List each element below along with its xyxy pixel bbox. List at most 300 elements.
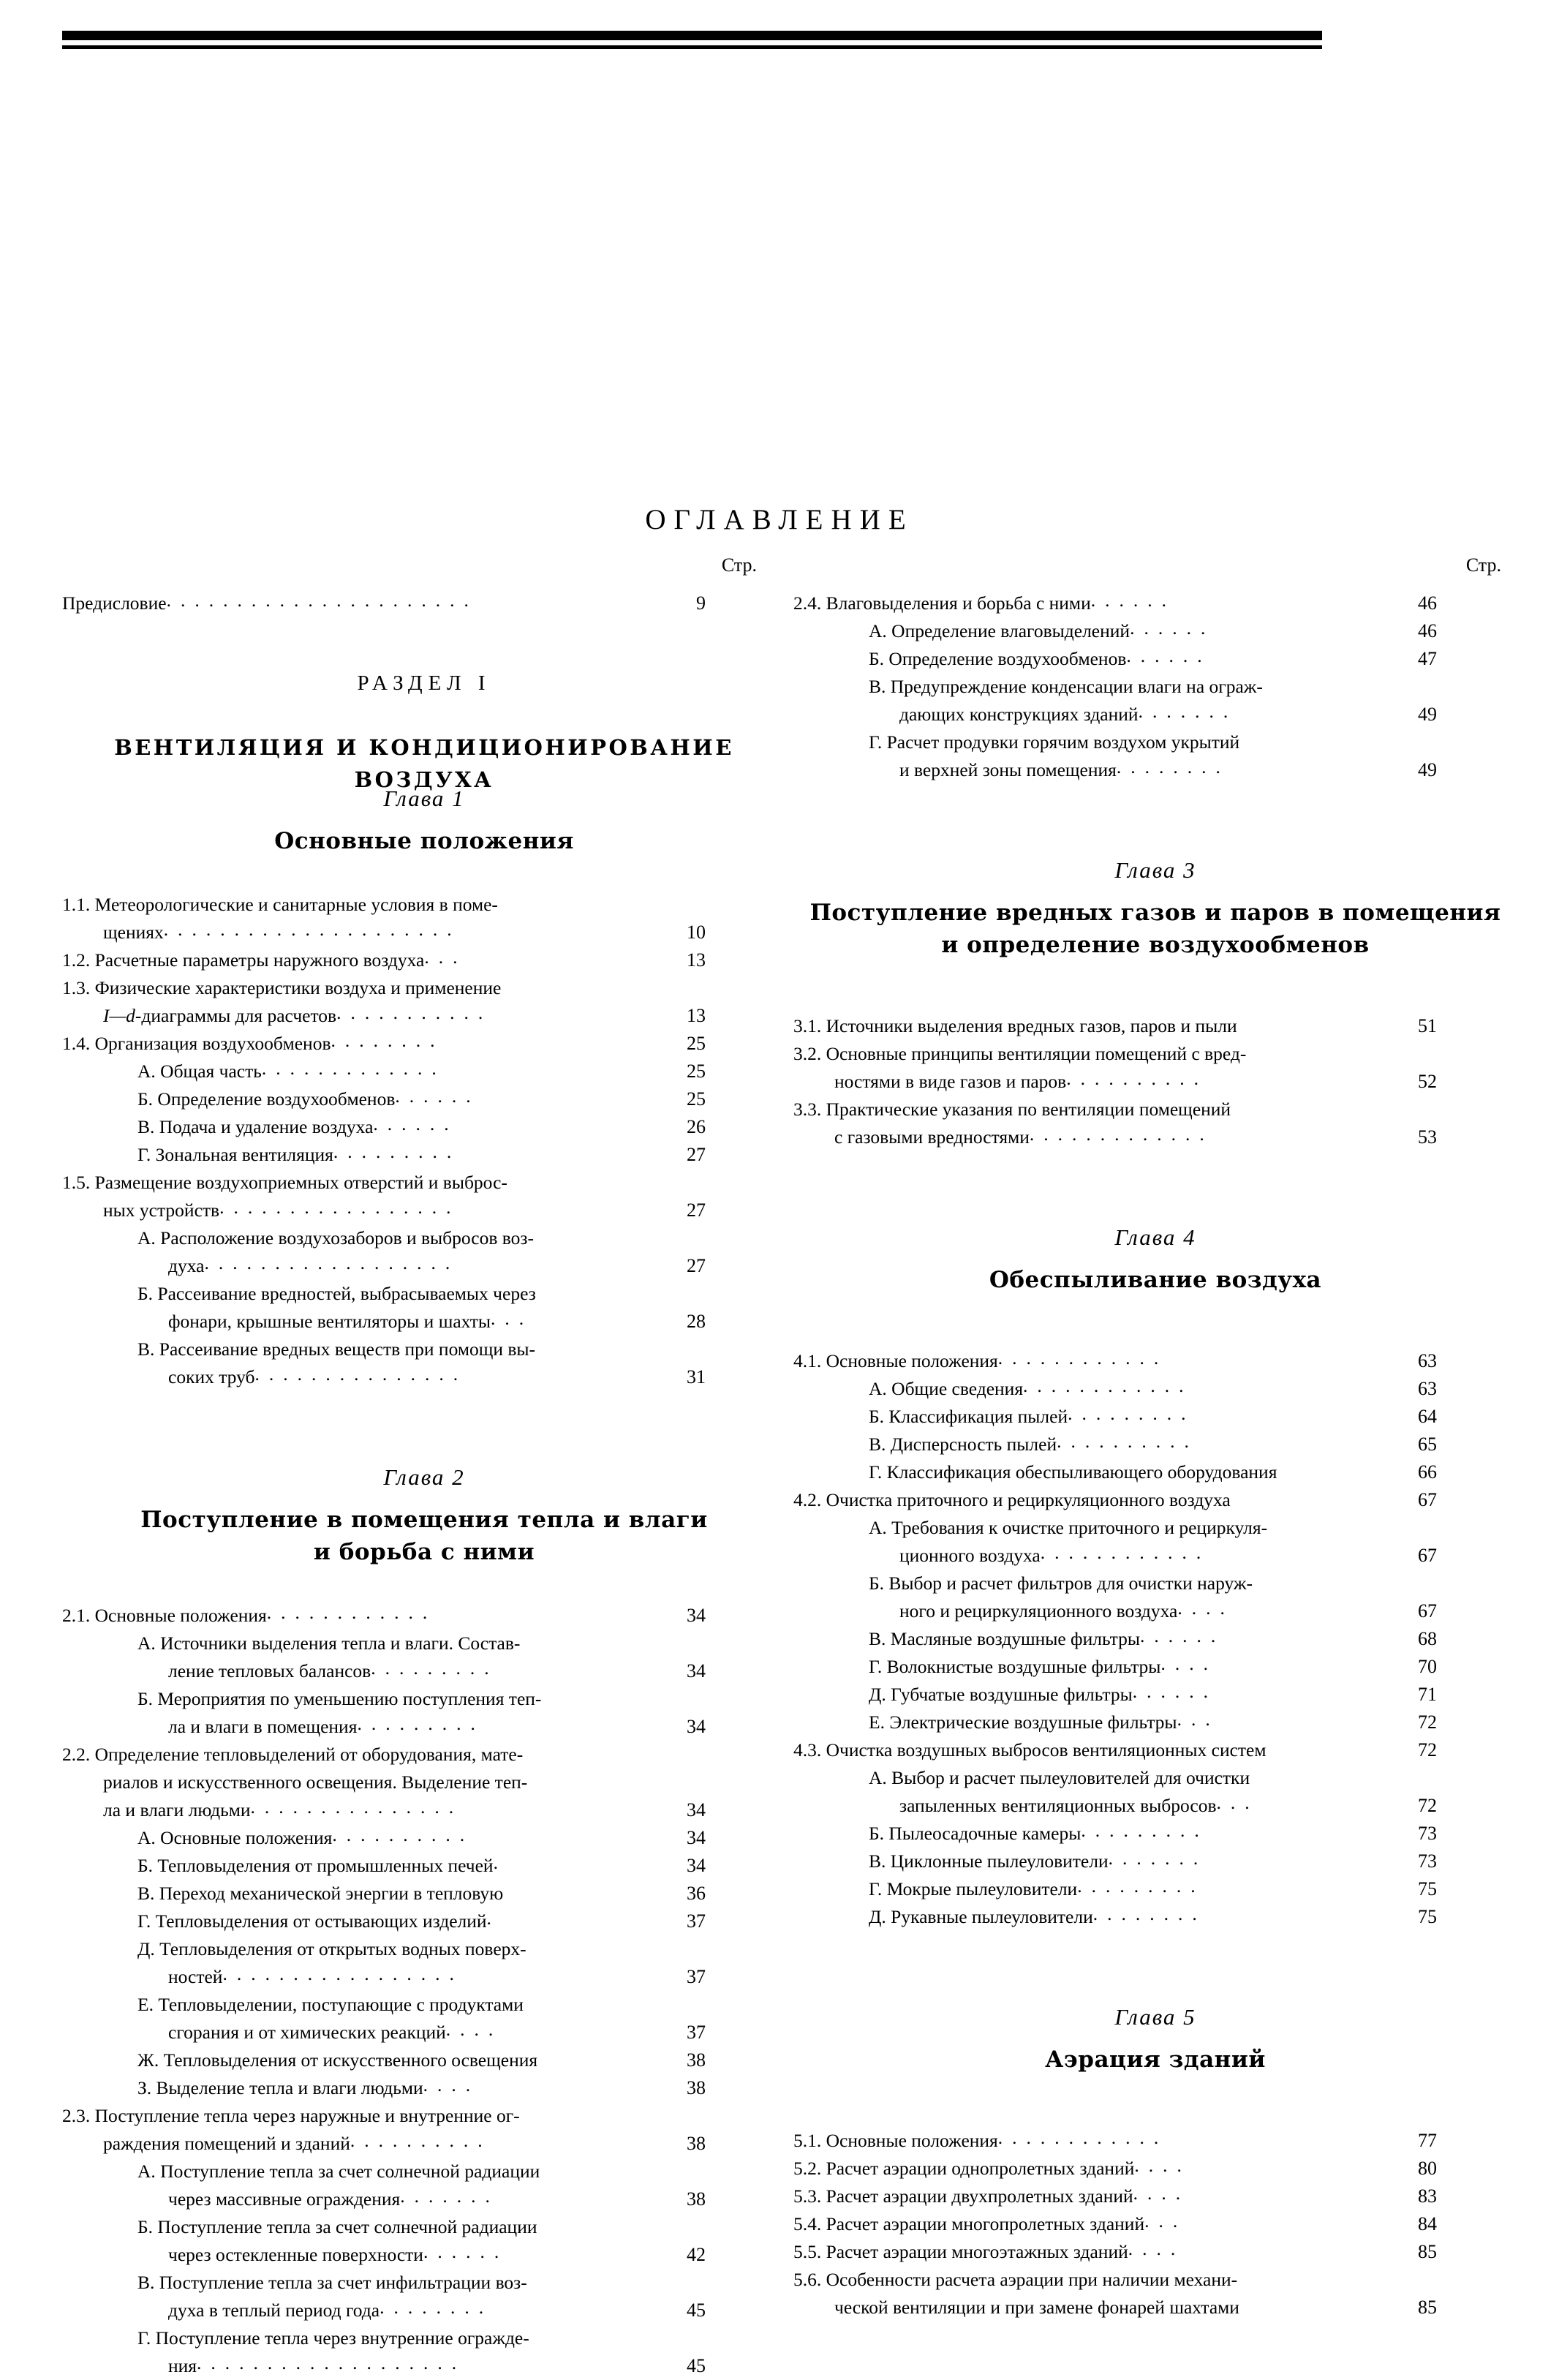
toc-page-number: 73: [1418, 1850, 1437, 1872]
toc-entry[interactable]: [62, 1141, 786, 1169]
toc-page-number: 25: [687, 1088, 706, 1110]
toc-entry-number: Ж.: [137, 2049, 164, 2071]
toc-entry-title: ление тепловых балансов: [168, 1660, 371, 1682]
chapter-4-number: Глава 4: [1114, 1224, 1196, 1250]
toc-entry-title: Тепловыделения от искусственного освещения: [163, 2049, 538, 2071]
toc-page-number: 72: [1418, 1795, 1437, 1816]
toc-line: [869, 673, 1437, 701]
toc-page-number: 64: [1418, 1406, 1437, 1427]
toc-entry[interactable]: [62, 2269, 786, 2324]
toc-entry-body: [869, 1764, 1517, 1820]
toc-line: [62, 974, 706, 1002]
toc-entry[interactable]: [62, 2102, 786, 2158]
toc-entry-body: [62, 590, 786, 617]
toc-entry[interactable]: [62, 1602, 786, 1630]
toc-entry[interactable]: [793, 2210, 1517, 2238]
toc-entry[interactable]: [793, 1040, 1517, 1096]
spacer: [793, 1931, 1517, 2001]
toc-entry-number: А.: [869, 1767, 892, 1788]
toc-entry-title: Практические указания по вентиляции помещений: [826, 1099, 1231, 1120]
toc-entry-number: 5.2.: [793, 2158, 826, 2179]
toc-entry[interactable]: [793, 728, 1517, 784]
toc-line: [869, 1570, 1437, 1597]
toc-line: [793, 1096, 1437, 1123]
toc-page-number: 27: [687, 1255, 706, 1276]
toc-page-number: 34: [687, 1605, 706, 1626]
toc-entry-body: [869, 1875, 1517, 1903]
chapter-2-title-line1: Поступление в помещения тепла и влаги: [140, 1507, 708, 1533]
toc-entry-body: [869, 617, 1517, 645]
toc-entry-title: Основные положения: [160, 1827, 333, 1848]
toc-entry-body: [62, 1741, 786, 1824]
toc-entry-body: [793, 1347, 1517, 1375]
spacer: [793, 784, 1517, 854]
toc-entry-body: [869, 1820, 1517, 1848]
chapter-3-title-line1: Поступление вредных газов и паров в помещения: [809, 900, 1501, 926]
toc-entry-body: [62, 1169, 786, 1224]
toc-entry-number: 4.1.: [793, 1350, 826, 1371]
toc-entry[interactable]: [793, 1653, 1517, 1681]
chapter-2-number: Глава 2: [383, 1464, 465, 1490]
toc-line: Д. Рукавные пылеуловители........ 75: [869, 1903, 1437, 1931]
toc-left-body: [62, 590, 786, 2380]
toc-entry[interactable]: [793, 1903, 1517, 1931]
toc-line: В. Подача и удаление воздуха...... 26: [137, 1113, 706, 1141]
toc-line: ление тепловых балансов......... 34: [137, 1657, 706, 1685]
toc-entry[interactable]: [793, 2238, 1517, 2266]
toc-line: [137, 2269, 706, 2297]
toc-entry-body: [793, 2210, 1517, 2238]
toc-line: щениях..................... 10: [62, 919, 706, 946]
toc-entry-number: 3.1.: [793, 1015, 826, 1036]
toc-line: [137, 2324, 706, 2352]
toc-page-number: 73: [1418, 1823, 1437, 1844]
toc-line: [62, 2102, 706, 2130]
toc-line: соких труб............... 31: [137, 1363, 706, 1391]
toc-entry-number: Б.: [869, 648, 889, 669]
toc-entry[interactable]: [62, 946, 786, 974]
toc-line: ла и влаги в помещения......... 34: [137, 1713, 706, 1741]
toc-entry-title: риалов и искусственного освещения. Выделение теп-: [103, 1771, 528, 1793]
toc-entry-title: Мероприятия по уменьшению поступления теп-: [157, 1688, 542, 1709]
toc-entry[interactable]: [793, 1820, 1517, 1848]
toc-page-number: 80: [1418, 2158, 1437, 2179]
toc-entry-number: Б.: [137, 1088, 158, 1110]
toc-line: [793, 2266, 1437, 2294]
spacer: [793, 1296, 1517, 1347]
toc-entry-body: [137, 2324, 786, 2380]
toc-entry-number: А.: [869, 620, 892, 641]
toc-entry-body: [869, 1570, 1517, 1625]
toc-page-number: 10: [687, 922, 706, 943]
toc-line: [869, 728, 1437, 756]
toc-entry-body: [137, 1141, 786, 1169]
toc-entry-number: А.: [869, 1378, 892, 1399]
toc-entry[interactable]: [62, 1880, 786, 1908]
toc-page-number: 38: [687, 2188, 706, 2210]
toc-entry-number: А.: [137, 1061, 161, 1082]
toc-entry-title: Расчет аэрации однопролетных зданий: [826, 2158, 1135, 2179]
toc-entry-body: [793, 590, 1517, 617]
toc-entry-preface[interactable]: [62, 590, 786, 617]
toc-entry-number: В.: [869, 1850, 891, 1872]
toc-entry-number: 5.4.: [793, 2213, 826, 2234]
toc-entry-number: Б.: [869, 1573, 889, 1594]
toc-entry[interactable]: [62, 1085, 786, 1113]
toc-line: дающих конструкциях зданий....... 49: [869, 701, 1437, 728]
chapter-3-title: [793, 897, 1517, 961]
toc-page-number: 68: [1418, 1628, 1437, 1649]
toc-line: [137, 1280, 706, 1308]
toc-entry-title: Тепловыделения от промышленных печей: [157, 1855, 494, 1876]
toc-entry-title: Пылеосадочные камеры: [888, 1823, 1082, 1844]
page-title: ОГЛАВЛЕНИЕ: [645, 504, 914, 535]
toc-entry-body: [869, 1625, 1517, 1653]
toc-page-number: 42: [687, 2244, 706, 2265]
toc-line: [793, 1040, 1437, 1068]
toc-line: [62, 1769, 706, 1796]
toc-entry-body: [137, 1880, 786, 1908]
toc-entry[interactable]: [62, 1336, 786, 1391]
chapter-1-title: Основные положения: [274, 828, 574, 854]
toc-entry-title: Влаговыделения и борьба с ними: [826, 592, 1091, 614]
toc-entry-number: Б.: [869, 1823, 889, 1844]
toc-entry-title: фонари, крышные вентиляторы и шахты: [168, 1311, 491, 1332]
toc-line: [137, 1880, 706, 1908]
toc-entry-number: А.: [137, 2161, 161, 2182]
toc-entry-title: ла и влаги в помещения: [168, 1716, 358, 1737]
toc-entry-italic-token: I—d: [103, 1005, 135, 1026]
toc-page-number: 34: [687, 1660, 706, 1682]
chapter-5-title: Аэрация зданий: [1045, 2046, 1266, 2073]
toc-entry-title: Расположение воздухозаборов и выбросов воз-: [160, 1227, 534, 1249]
spacer: [793, 886, 1517, 897]
toc-line: [869, 1458, 1437, 1486]
toc-entry-title: и верхней зоны помещения: [899, 759, 1117, 780]
toc-entry-number: Б.: [137, 1283, 158, 1304]
toc-page-number: 49: [1418, 704, 1437, 725]
toc-entry[interactable]: [62, 1852, 786, 1880]
toc-entry-title: соких труб: [168, 1366, 255, 1387]
toc-entry-body: [793, 2183, 1517, 2210]
toc-entry[interactable]: [62, 1280, 786, 1336]
toc-entry-title: Определение воздухообменов: [888, 648, 1127, 669]
toc-entry[interactable]: [793, 590, 1517, 617]
toc-entry[interactable]: [62, 1113, 786, 1141]
toc-entry-number: В.: [137, 1338, 159, 1360]
toc-page-number: 26: [687, 1116, 706, 1137]
toc-entry-title: с газовыми вредностями: [834, 1126, 1030, 1148]
toc-entry-body: [137, 1280, 786, 1336]
toc-page-number: 37: [687, 1910, 706, 1932]
toc-page-number: 13: [687, 949, 706, 971]
toc-entry[interactable]: [793, 1458, 1517, 1486]
toc-entry[interactable]: [793, 2155, 1517, 2183]
toc-entry[interactable]: [793, 2127, 1517, 2155]
toc-page-number: 70: [1418, 1656, 1437, 1677]
toc-line: ционного воздуха............ 67: [869, 1542, 1437, 1570]
toc-entry-title: Выбор и расчет пылеуловителей для очистки: [891, 1767, 1250, 1788]
toc-entry-body: [869, 1848, 1517, 1875]
toc-line: Б. Пылеосадочные камеры......... 73: [869, 1820, 1437, 1848]
toc-page-number: 28: [687, 1311, 706, 1332]
toc-entry[interactable]: [62, 1741, 786, 1824]
toc-page-number: 13: [687, 1005, 706, 1026]
toc-entry[interactable]: [62, 2074, 786, 2102]
toc-entry-title: Дисперсность пылей: [890, 1434, 1057, 1455]
toc-entry-title: Основные положения: [826, 2130, 998, 2151]
toc-entry-title: Тепловыделения от остывающих изделий: [155, 1910, 487, 1932]
toc-entry-number: В.: [137, 2272, 159, 2293]
toc-entry-body: [793, 1096, 1517, 1151]
toc-page-number: 38: [687, 2133, 706, 2154]
toc-line: [62, 1741, 706, 1769]
toc-line: ла и влаги людьми............... 34: [62, 1796, 706, 1824]
toc-entry[interactable]: [62, 2213, 786, 2269]
toc-entry[interactable]: [793, 2183, 1517, 2210]
toc-entry-title: Особенности расчета аэрации при наличии механи-: [826, 2269, 1238, 2290]
toc-page-number: 27: [687, 1144, 706, 1165]
toc-entry[interactable]: [793, 1347, 1517, 1375]
toc-entry[interactable]: [793, 1486, 1517, 1514]
toc-line: с газовыми вредностями............. 53: [793, 1123, 1437, 1151]
toc-entry-body: [137, 1908, 786, 1935]
toc-entry-title: запыленных вентиляционных выбросов: [899, 1795, 1217, 1816]
toc-entry-title: Переход механической энергии в тепловую: [159, 1883, 504, 1904]
column-header-left: [62, 556, 786, 590]
toc-entry[interactable]: [62, 1824, 786, 1852]
toc-page-number: 67: [1418, 1489, 1437, 1510]
toc-entry[interactable]: [793, 1514, 1517, 1570]
spacer: [62, 1391, 786, 1461]
toc-entry[interactable]: [62, 1030, 786, 1058]
toc-entry-title: Определение воздухообменов: [157, 1088, 396, 1110]
toc-entry-number: Б.: [137, 1855, 158, 1876]
toc-entry[interactable]: [62, 2046, 786, 2074]
chapter-3-title-line2: и определение воздухообменов: [941, 932, 1370, 958]
toc-entry-body: [62, 974, 786, 1030]
toc-page-number: 34: [687, 1799, 706, 1820]
toc-entry[interactable]: [793, 645, 1517, 673]
toc-entry-title: Предупреждение конденсации влаги на ограж-: [890, 676, 1263, 697]
toc-entry-body: [869, 728, 1517, 784]
toc-entry-number: А.: [137, 1227, 161, 1249]
toc-entry[interactable]: [62, 891, 786, 946]
toc-entry-title: Расчетные параметры наружного воздуха: [94, 949, 425, 971]
toc-page-number: 38: [687, 2049, 706, 2071]
toc-entry-number: Е.: [137, 1994, 159, 2015]
toc-line: раждения помещений и зданий.......... 38: [62, 2130, 706, 2158]
toc-entry-number: 2.4.: [793, 592, 826, 614]
toc-line: 2.1. Основные положения............ 34: [62, 1602, 706, 1630]
toc-entry-title: щениях: [103, 922, 164, 943]
toc-entry-title: ностей: [168, 1966, 223, 1987]
toc-entry-number: В.: [869, 1628, 891, 1649]
toc-page-number: 25: [687, 1061, 706, 1082]
toc-page-number: 72: [1418, 1711, 1437, 1733]
toc-page-number: 51: [1418, 1015, 1437, 1036]
toc-entry[interactable]: [793, 1403, 1517, 1431]
toc-entry[interactable]: [793, 1681, 1517, 1709]
toc-entry-title: сгорания и от химических реакций: [168, 2022, 446, 2043]
toc-line: духа.................. 27: [137, 1252, 706, 1280]
toc-page-number: 27: [687, 1200, 706, 1221]
toc-entry[interactable]: [62, 1685, 786, 1741]
toc-entry-title: Губчатые воздушные фильтры: [891, 1684, 1133, 1705]
toc-entry-number: 1.4.: [62, 1033, 95, 1054]
toc-entry[interactable]: [62, 1169, 786, 1224]
toc-entry-number: В.: [137, 1883, 159, 1904]
toc-entry-body: [137, 1336, 786, 1391]
toc-entry-title: Выбор и расчет фильтров для очистки наруж-: [888, 1573, 1253, 1594]
toc-entry[interactable]: [793, 673, 1517, 728]
toc-entry[interactable]: [793, 1709, 1517, 1736]
toc-entry-body: [137, 1113, 786, 1141]
toc-page-number: 53: [1418, 1126, 1437, 1148]
toc-line: [793, 2294, 1437, 2321]
toc-page-number: 77: [1418, 2130, 1437, 2151]
spacer: [62, 1568, 786, 1602]
toc-entry-title: Электрические воздушные фильтры: [889, 1711, 1177, 1733]
toc-line: Е. Электрические воздушные фильтры... 72: [869, 1709, 1437, 1736]
toc-entry-number: Г.: [137, 2327, 156, 2349]
toc-entry-number: Б.: [137, 1688, 158, 1709]
toc-entry-number: 4.3.: [793, 1739, 826, 1760]
toc-page-number: 71: [1418, 1684, 1437, 1705]
toc-entry[interactable]: [62, 1908, 786, 1935]
toc-entry[interactable]: [793, 1431, 1517, 1458]
razdel-heading: РАЗДЕЛ I: [357, 671, 491, 695]
toc-entry-title: Определение тепловыделений от оборудования, мате-: [94, 1744, 524, 1765]
toc-entry-number: А.: [137, 1633, 161, 1654]
toc-entry[interactable]: [793, 1764, 1517, 1820]
toc-entry-title: Тепловыделения от открытых водных поверх-: [159, 1938, 526, 1959]
toc-page-number: 34: [687, 1827, 706, 1848]
toc-entry-title: Рассеивание вредностей, выбрасываемых через: [157, 1283, 536, 1304]
toc-entry-body: [137, 2074, 786, 2102]
toc-entry[interactable]: [62, 974, 786, 1030]
toc-entry-number: Г.: [869, 1878, 887, 1899]
toc-entry[interactable]: [793, 1875, 1517, 1903]
toc-page-number: 75: [1418, 1906, 1437, 1927]
toc-entry-body: [137, 1630, 786, 1685]
toc-entry[interactable]: [62, 1630, 786, 1685]
toc-entry[interactable]: [62, 2324, 786, 2380]
toc-entry[interactable]: [62, 1224, 786, 1280]
toc-entry[interactable]: [793, 1096, 1517, 1151]
toc-entry[interactable]: [793, 1625, 1517, 1653]
page-column-label: Стр.: [1465, 554, 1501, 576]
toc-entry-number: А.: [137, 1827, 161, 1848]
toc-entry-number: Д.: [869, 1906, 891, 1927]
toc-entry[interactable]: [793, 1375, 1517, 1403]
toc-page-number: 45: [687, 2355, 706, 2376]
toc-entry-body: [869, 1653, 1517, 1681]
toc-page-number: 34: [687, 1716, 706, 1737]
toc-entry-title: Расчет аэрации двухпролетных зданий: [826, 2185, 1133, 2207]
toc-entry-number: 1.3.: [62, 977, 95, 998]
toc-entry-title: Масляные воздушные фильтры: [890, 1628, 1140, 1649]
toc-entry-body: [793, 2238, 1517, 2266]
toc-entry[interactable]: [793, 1736, 1517, 1764]
toc-page-number: 85: [1418, 2297, 1437, 2318]
toc-entry-title: Размещение воздухоприемных отверстий и выброс-: [94, 1172, 507, 1193]
spacer: [62, 1494, 786, 1504]
toc-entry-body: [137, 2158, 786, 2213]
toc-line: 5.5. Расчет аэрации многоэтажных зданий.... 85: [793, 2238, 1437, 2266]
toc-line: 5.4. Расчет аэрации многопролетных зданий... 84: [793, 2210, 1437, 2238]
toc-line: через массивные ограждения....... 38: [137, 2185, 706, 2213]
toc-entry-title: через остекленные поверхности: [168, 2244, 423, 2265]
toc-entry-title: Источники выделения вредных газов, паров и пыли: [826, 1015, 1237, 1036]
toc-entry-body: [869, 1431, 1517, 1458]
chapter-2-title: [62, 1504, 786, 1568]
toc-entry[interactable]: [793, 1848, 1517, 1875]
toc-entry-title: ностями в виде газов и паров: [834, 1071, 1067, 1092]
toc-entry-number: 3.3.: [793, 1099, 826, 1120]
toc-entry-title: Очистка приточного и рециркуляционного воздуха: [826, 1489, 1231, 1510]
section-heading: ВЕНТИЛЯЦИЯ И КОНДИЦИОНИРОВАНИЕ ВОЗДУХА: [114, 735, 734, 792]
toc-entry-number: Г.: [137, 1910, 156, 1932]
toc-entry[interactable]: [793, 2266, 1517, 2321]
toc-line: ностей................. 37: [137, 1963, 706, 1991]
toc-entry-title: духа: [168, 1255, 205, 1276]
toc-line: [137, 1336, 706, 1363]
toc-page-number: 34: [687, 1855, 706, 1876]
toc-page-number: 38: [687, 2077, 706, 2098]
toc-entry-body: [793, 1486, 1517, 1514]
toc-line: 4.1. Основные положения............ 63: [793, 1347, 1437, 1375]
toc-entry-body: [869, 645, 1517, 673]
toc-line: 2.4. Влаговыделения и борьба с ними...... 46: [793, 590, 1437, 617]
toc-entry-title: Основные положения: [826, 1350, 998, 1371]
toc-entry-body: [62, 946, 786, 974]
toc-line: [137, 1224, 706, 1252]
toc-entry-number: 2.2.: [62, 1744, 95, 1765]
chapter-3-number: Глава 3: [1114, 857, 1196, 883]
toc-line: [137, 2213, 706, 2241]
toc-entry-title: Источники выделения тепла и влаги. Состав-: [160, 1633, 521, 1654]
toc-entry-number: 2.3.: [62, 2105, 95, 2126]
toc-line: 1.2. Расчетные параметры наружного воздуха... 13: [62, 946, 706, 974]
toc-entry-number: Е.: [869, 1711, 890, 1733]
toc-line: [62, 1169, 706, 1197]
toc-entry[interactable]: [62, 1991, 786, 2046]
toc-entry-body: [137, 1058, 786, 1085]
toc-entry-number: З.: [137, 2077, 156, 2098]
toc-entry-body: [869, 1403, 1517, 1431]
toc-page-number: 47: [1418, 648, 1437, 669]
toc-entry-body: [869, 1458, 1517, 1486]
toc-entry-title: раждения помещений и зданий: [103, 2133, 350, 2154]
spacer: [62, 617, 786, 669]
toc-entry-title: -диаграммы для расчетов: [135, 1005, 337, 1026]
toc-line: Предисловие...................... 9: [62, 590, 706, 617]
toc-entry[interactable]: [793, 1570, 1517, 1625]
spacer: [62, 698, 786, 731]
toc-entry-title: Расчет аэрации многоэтажных зданий: [826, 2241, 1128, 2262]
toc-line: I—d-диаграммы для расчетов........... 13: [62, 1002, 706, 1030]
toc-entry-number: Б.: [869, 1406, 889, 1427]
toc-entry-body: [137, 1824, 786, 1852]
toc-line: В. Дисперсность пылей.......... 65: [869, 1431, 1437, 1458]
toc-entry[interactable]: [62, 1058, 786, 1085]
toc-entry[interactable]: [793, 1012, 1517, 1040]
toc-line: В. Масляные воздушные фильтры...... 68: [869, 1625, 1437, 1653]
toc-entry-title: Мокрые пылеуловители: [886, 1878, 1078, 1899]
toc-entry[interactable]: [62, 2158, 786, 2213]
toc-entry[interactable]: [793, 617, 1517, 645]
